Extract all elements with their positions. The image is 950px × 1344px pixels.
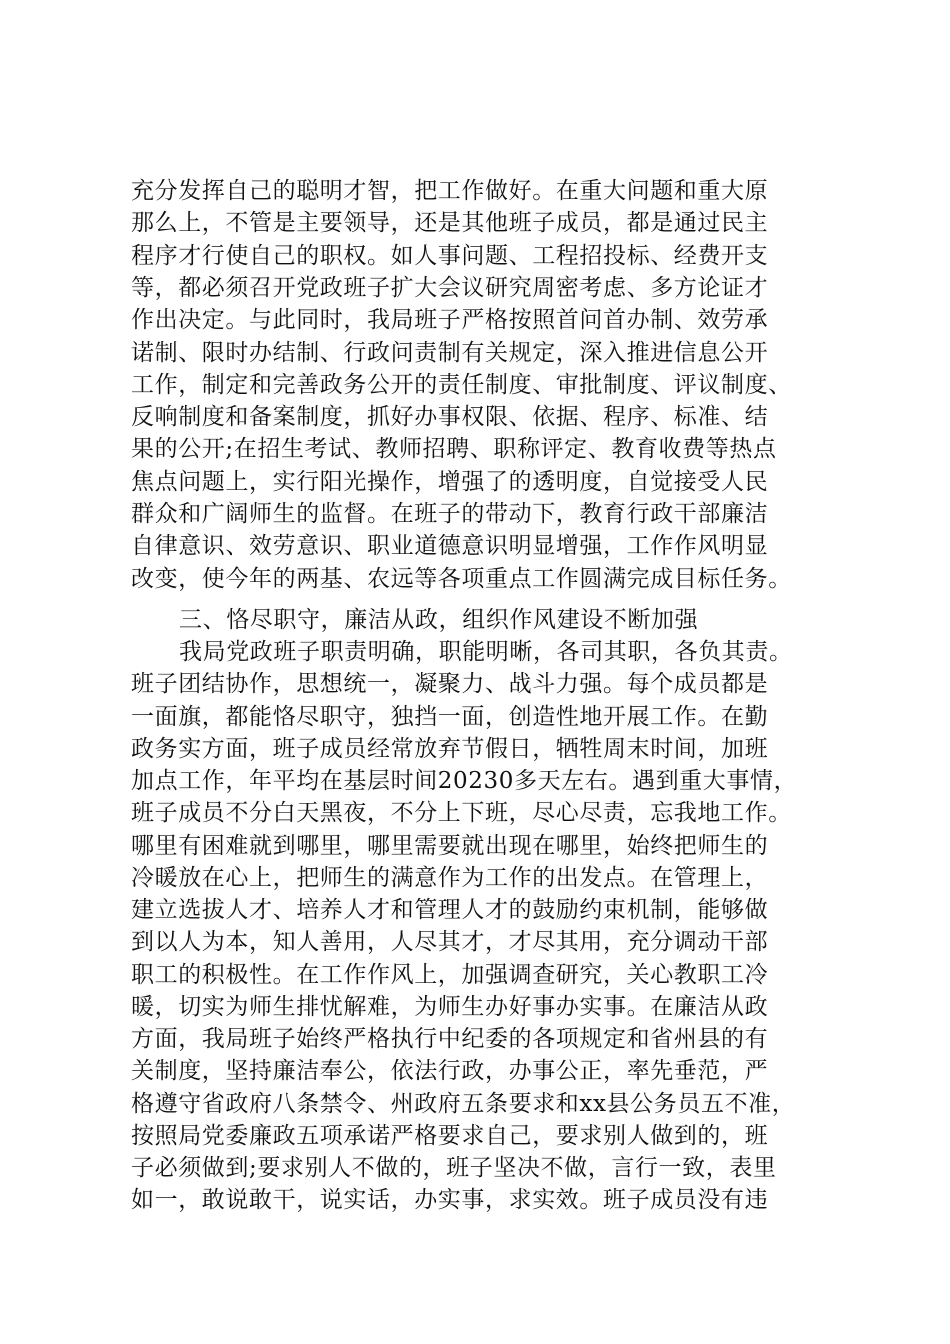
text-line: 暖，切实为师生排忧解难，为师生办好事办实事。在廉洁从政	[131, 993, 769, 1020]
text-line: 方面，我局班子始终严格执行中纪委的各项规定和省州县的有	[131, 1026, 769, 1052]
text-line: 到以人为本，知人善用，人尽其才，才尽其用，充分调动干部	[131, 929, 769, 956]
text-line: 冷暖放在心上，把师生的满意作为工作的出发点。在管理上，	[131, 864, 769, 891]
section-heading-3: 三、恪尽职守，廉洁从政，组织作风建设不断加强	[179, 607, 699, 633]
text-line: 程序才行使自己的职权。如人事问题、工程招投标、经费开支	[131, 242, 769, 269]
text-line: 班子团结协作，思想统一，凝聚力、战斗力强。每个成员都是	[131, 671, 769, 698]
text-line: 反响制度和备案制度，抓好办事权限、依据、程序、标准、结	[131, 404, 769, 431]
text-line: 果的公开;在招生考试、教师招聘、职称评定、教育收费等热点	[131, 436, 777, 463]
text-line: 充分发挥自己的聪明才智，把工作做好。在重大问题和重大原	[131, 178, 769, 204]
text-line: 加点工作，年平均在基层时间20230多天左右。遇到重大事情，	[131, 768, 798, 794]
text-line: 我局党政班子职责明确，职能明晰，各司其职，各负其责。	[179, 639, 793, 665]
text-line: 按照局党委廉政五项承诺严格要求自己，要求别人做到的，班	[131, 1122, 769, 1149]
text-line: 班子成员不分白天黑夜，不分上下班，尽心尽责，忘我地工作。	[131, 800, 792, 827]
text-line: 如一，敢说敢干，说实话，办实事，求实效。班子成员没有违	[131, 1187, 769, 1214]
text-line: 等，都必须召开党政班子扩大会议研究周密考虑、多方论证才	[131, 274, 769, 301]
text-line: 焦点问题上，实行阳光操作，增强了的透明度，自觉接受人民	[131, 468, 769, 495]
text-line: 作出决定。与此同时，我局班子严格按照首问首办制、效劳承	[131, 307, 769, 334]
text-line: 格遵守省政府八条禁令、州政府五条要求和xx县公务员五不准，	[131, 1090, 796, 1117]
text-line: 诺制、限时办结制、行政问责制有关规定，深入推进信息公开	[131, 339, 769, 366]
text-line: 关制度，坚持廉洁奉公，依法行政，办事公正，率先垂范，严	[131, 1058, 769, 1085]
text-line: 哪里有困难就到哪里，哪里需要就出现在哪里，始终把师生的	[131, 832, 769, 859]
text-line: 建立选拔人才、培养人才和管理人才的鼓励约束机制，能够做	[131, 897, 769, 923]
text-line: 改变，使今年的两基、农远等各项重点工作圆满完成目标任务。	[131, 565, 792, 592]
text-line: 自律意识、效劳意识、职业道德意识明显增强，工作作风明显	[131, 533, 769, 560]
text-line: 工作，制定和完善政务公开的责任制度、审批制度、评议制度、	[131, 371, 792, 398]
text-line: 群众和广阔师生的监督。在班子的带动下，教育行政干部廉洁	[131, 501, 769, 527]
text-line: 那么上，不管是主要领导，还是其他班子成员，都是通过民主	[131, 210, 769, 237]
text-line: 政务实方面，班子成员经常放弃节假日，牺牲周末时间，加班	[131, 735, 769, 762]
text-line: 一面旗，都能恪尽职守，独挡一面，创造性地开展工作。在勤	[131, 703, 769, 730]
text-line: 职工的积极性。在工作作风上，加强调查研究，关心教职工冷	[131, 961, 769, 988]
text-line: 子必须做到;要求别人不做的，班子坚决不做，言行一致，表里	[131, 1155, 777, 1181]
